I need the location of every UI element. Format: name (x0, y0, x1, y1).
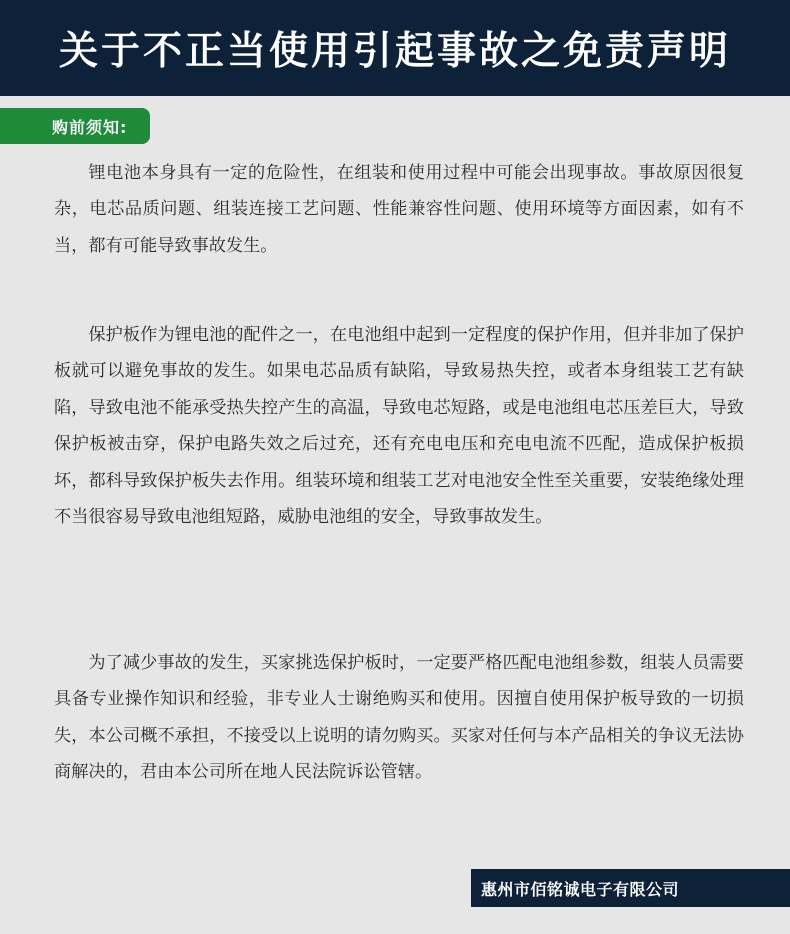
disclaimer-paragraph-protection-board: 保护板作为锂电池的配件之一，在电池组中起到一定程度的保护作用，但并非加了保护板就可以避免事故的发生。如果电芯品质有缺陷，导致易热失控，或者本身组装工艺有缺陷，导致电池不能承受热失控产生的高温，导致电芯短路，或是电池组电芯压差巨大，导致保护板被击穿，保护电路失效之后过充，还有充电电压和充电电流不匹配，造成保护板损坏，都科导致保护板失去作用。组装环境和组装工艺对电池安全性至关重要，安装绝缘处理不当很容易导致电池组短路，威胁电池组的安全，导致事故发生。 (54, 325, 744, 528)
title-banner (0, 0, 790, 96)
disclaimer-paragraph-battery-risk: 锂电池本身具有一定的危险性，在组装和使用过程中可能会出现事故。事故原因很复杂，电芯品质问题、组装连接工艺问题、性能兼容性问题、使用环境等方面因素，如有不当，都有可能导致事故发生。 (54, 163, 744, 256)
page-title: 关于不正当使用引起事故之免责声明 (58, 29, 731, 74)
purchase-notice-tag (0, 108, 150, 144)
purchase-notice-label: 购前须知: (52, 117, 128, 137)
company-name: 惠州市佰铭诚电子有限公司 (481, 879, 680, 899)
company-name-box (471, 869, 790, 907)
disclaimer-paragraph-liability: 为了减少事故的发生，买家挑选保护板时，一定要严格匹配电池组参数，组装人员需要具备专业操作知识和经验，非专业人士谢绝购买和使用。因擅自使用保护板导致的一切损失，本公司概不承担，不接受以上说明的请勿购买。买家对任何与本产品相关的争议无法协商解决的，君由本公司所在地人民法院诉讼管辖。 (54, 653, 744, 783)
